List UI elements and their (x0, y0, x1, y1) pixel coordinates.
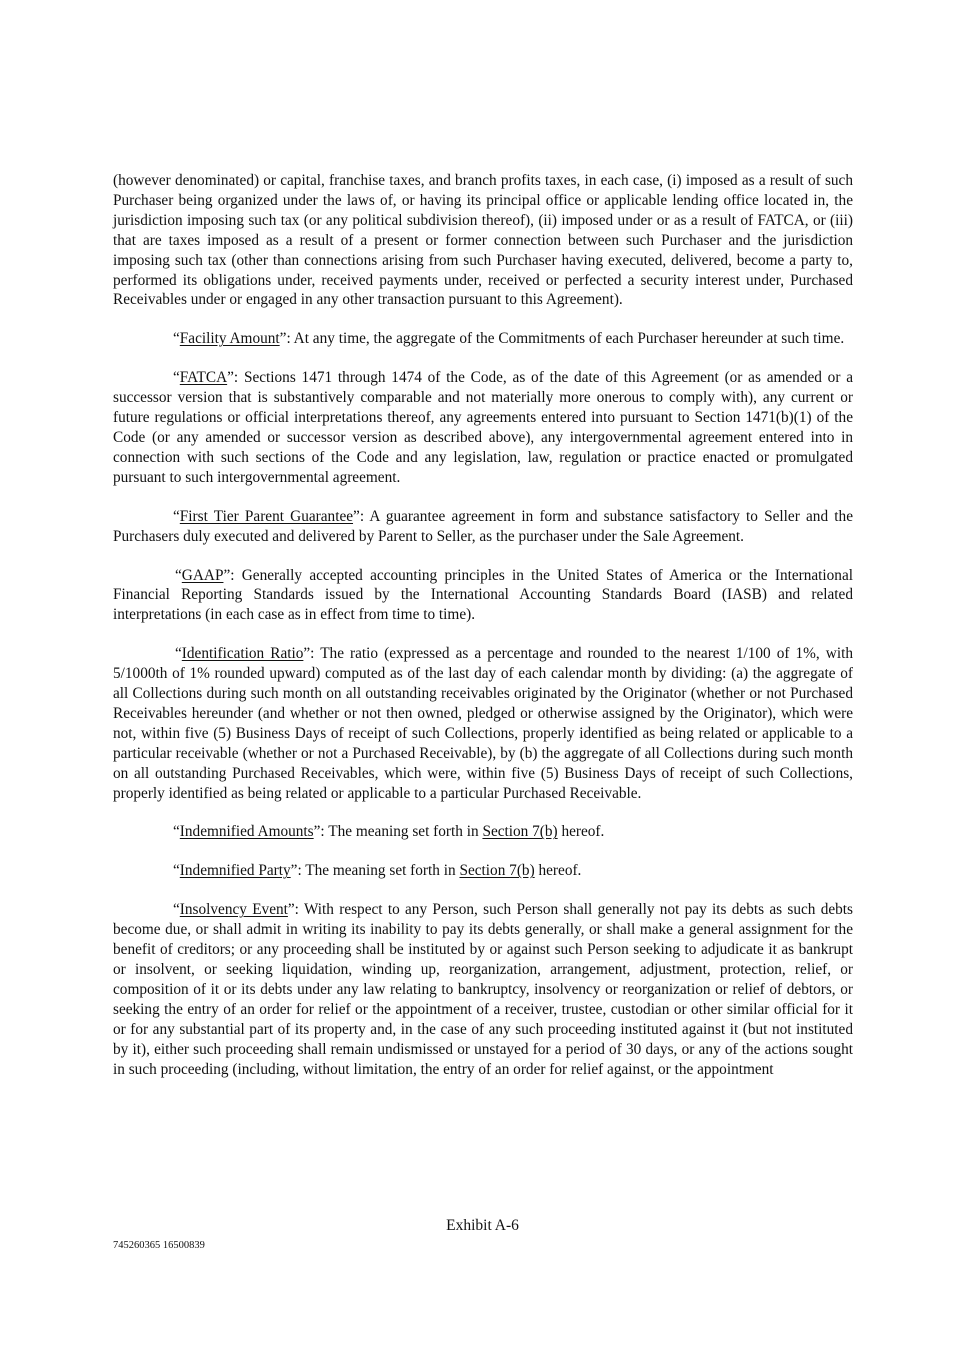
definition-text: The meaning set forth in (324, 823, 483, 841)
definition-text: Generally accepted accounting principles in the United States of America or the International Financial Reporting Standards issued by the International Accounting Standards Board (IASB) and related interpretations (in each case as in effect from time to time). (113, 566, 853, 624)
defined-term: First Tier Parent Guarantee (179, 507, 354, 525)
defined-term: Indemnified Party (179, 862, 291, 880)
definition-text: The ratio (expressed as a percentage and rounded to the nearest 1/100 of 1%, with 5/1000th of 1% rounded upward) computed as of the last day of each calendar month by dividing: (a) the aggregate of all Collections during such month on all outstanding receivables originated by the Originator (whether or not Purchased Receivables hereunder (and whether or not then owned, pledged or otherwise assigned by the Originator), which were not, within five (5) Business Days of receipt of such Collections, properly identified as being related or applicable to a particular receivable (whether or not a Purchased Receivable), by (b) the aggregate of all Collections during such month on all outstanding Purchased Receivables, which were, within five (5) Business Days of receipt of such Collections, properly identified as being related or applicable to a particular Purchased Receivable. (113, 645, 853, 802)
definition-fatca (113, 368, 853, 487)
definition-text: At any time, the aggregate of the Commitments of each Purchaser hereunder at such time. (290, 330, 845, 348)
close-quote: ”: (223, 566, 235, 584)
paragraph-text: (however denominated) or capital, franchise taxes, and branch profits taxes, in each case, (i) imposed as a result of such Purchaser being organized under the laws of, or having its principal office or applicable lending office located in, the jurisdiction imposing such tax (or any political subdivision thereof), (ii) imposed under or as a result of FATCA, or (iii) that are taxes imposed as a result of a present or former connection between such Purchaser and the jurisdiction imposing such tax (other than connections arising from such Purchaser having executed, delivered, become a party to, performed its obligations under, received payments under, received or perfected a security interest under, Purchased Receivables under or engaged in any other transaction pursuant to this Agreement). (113, 172, 853, 309)
defined-term: GAAP (181, 566, 224, 584)
defined-term: FATCA (179, 369, 228, 387)
open-quote: “ (173, 369, 180, 387)
open-quote: “ (173, 862, 180, 880)
page-label: Exhibit A-6 (446, 1217, 519, 1234)
open-quote: “ (173, 823, 180, 841)
continued-definition-paragraph (113, 171, 853, 310)
open-quote: “ (175, 645, 182, 663)
close-quote: ”: (303, 645, 315, 663)
defined-term: Insolvency Event (179, 901, 288, 919)
close-quote: ”: (227, 369, 239, 387)
open-quote: “ (175, 566, 182, 584)
close-quote: ”: (353, 507, 365, 525)
close-quote: ”: (279, 330, 291, 348)
close-quote: ”: (313, 823, 325, 841)
section-reference: Section 7(b) (482, 823, 558, 841)
definition-facility-amount (113, 329, 853, 349)
defined-term: Indemnified Amounts (179, 823, 314, 841)
open-quote: “ (173, 330, 180, 348)
close-quote: ”: (290, 862, 302, 880)
section-reference: Section 7(b) (459, 862, 535, 880)
definition-first-tier-parent-guarantee (113, 507, 853, 547)
definition-indemnified-party (113, 861, 853, 881)
definition-text-end: hereof. (534, 862, 582, 880)
definition-text-end: hereof. (557, 823, 605, 841)
open-quote: “ (173, 901, 180, 919)
definition-text: Sections 1471 through 1474 of the Code, as of the date of this Agreement (or as amended or a successor version that is substantively comparable and not materially more onerous to comply with), any current or future regulations or official interpretations thereof, any agreements entered into pursuant to Section 1471(b)(1) of the Code (or any amended or successor version as described above), any intergovernmental agreement entered into in connection with such sections of the Code and any legislation, law, regulation or practice enacted or promulgated pursuant to such intergovernmental agreement. (113, 369, 853, 486)
definition-text: With respect to any Person, such Person shall generally not pay its debts as such debts become due, or shall admit in writing its inability to pay its debts generally, or shall make a general assignment for the benefit of creditors; or any proceeding shall be instituted by or against such Person seeking to adjudicate it as bankrupt or insolvent, or seeking liquidation, winding up, reorganization, arrangement, adjustment, protection, relief, or composition of it or its debts under any law relating to bankruptcy, insolvency or reorganization or relief of debtors, or seeking the entry of an order for relief or the appointment of a receiver, trustee, custodian or other similar official for it or for any substantial part of its property and, in the case of any such proceeding instituted against it (but not instituted by it), either such proceeding shall remain undismissed or unstayed for a period of 30 days, or any of the actions sought in such proceeding (including, without limitation, the entry of an order for relief against, or the appointment (113, 901, 853, 1078)
definition-identification-ratio (113, 644, 853, 803)
close-quote: ”: (287, 901, 299, 919)
definition-indemnified-amounts (113, 822, 853, 842)
definition-gaap (113, 566, 853, 626)
definition-text: A guarantee agreement in form and substance satisfactory to Seller and the Purchasers duly executed and delivered by Parent to Seller, as the purchaser under the Sale Agreement. (113, 507, 853, 545)
defined-term: Identification Ratio (181, 645, 304, 663)
document-id: 745260365 16500839 (113, 1240, 205, 1251)
definition-text: The meaning set forth in (301, 862, 460, 880)
definition-insolvency-event (113, 900, 853, 1079)
defined-term: Facility Amount (179, 330, 280, 348)
document-body (113, 171, 853, 1098)
open-quote: “ (173, 507, 180, 525)
